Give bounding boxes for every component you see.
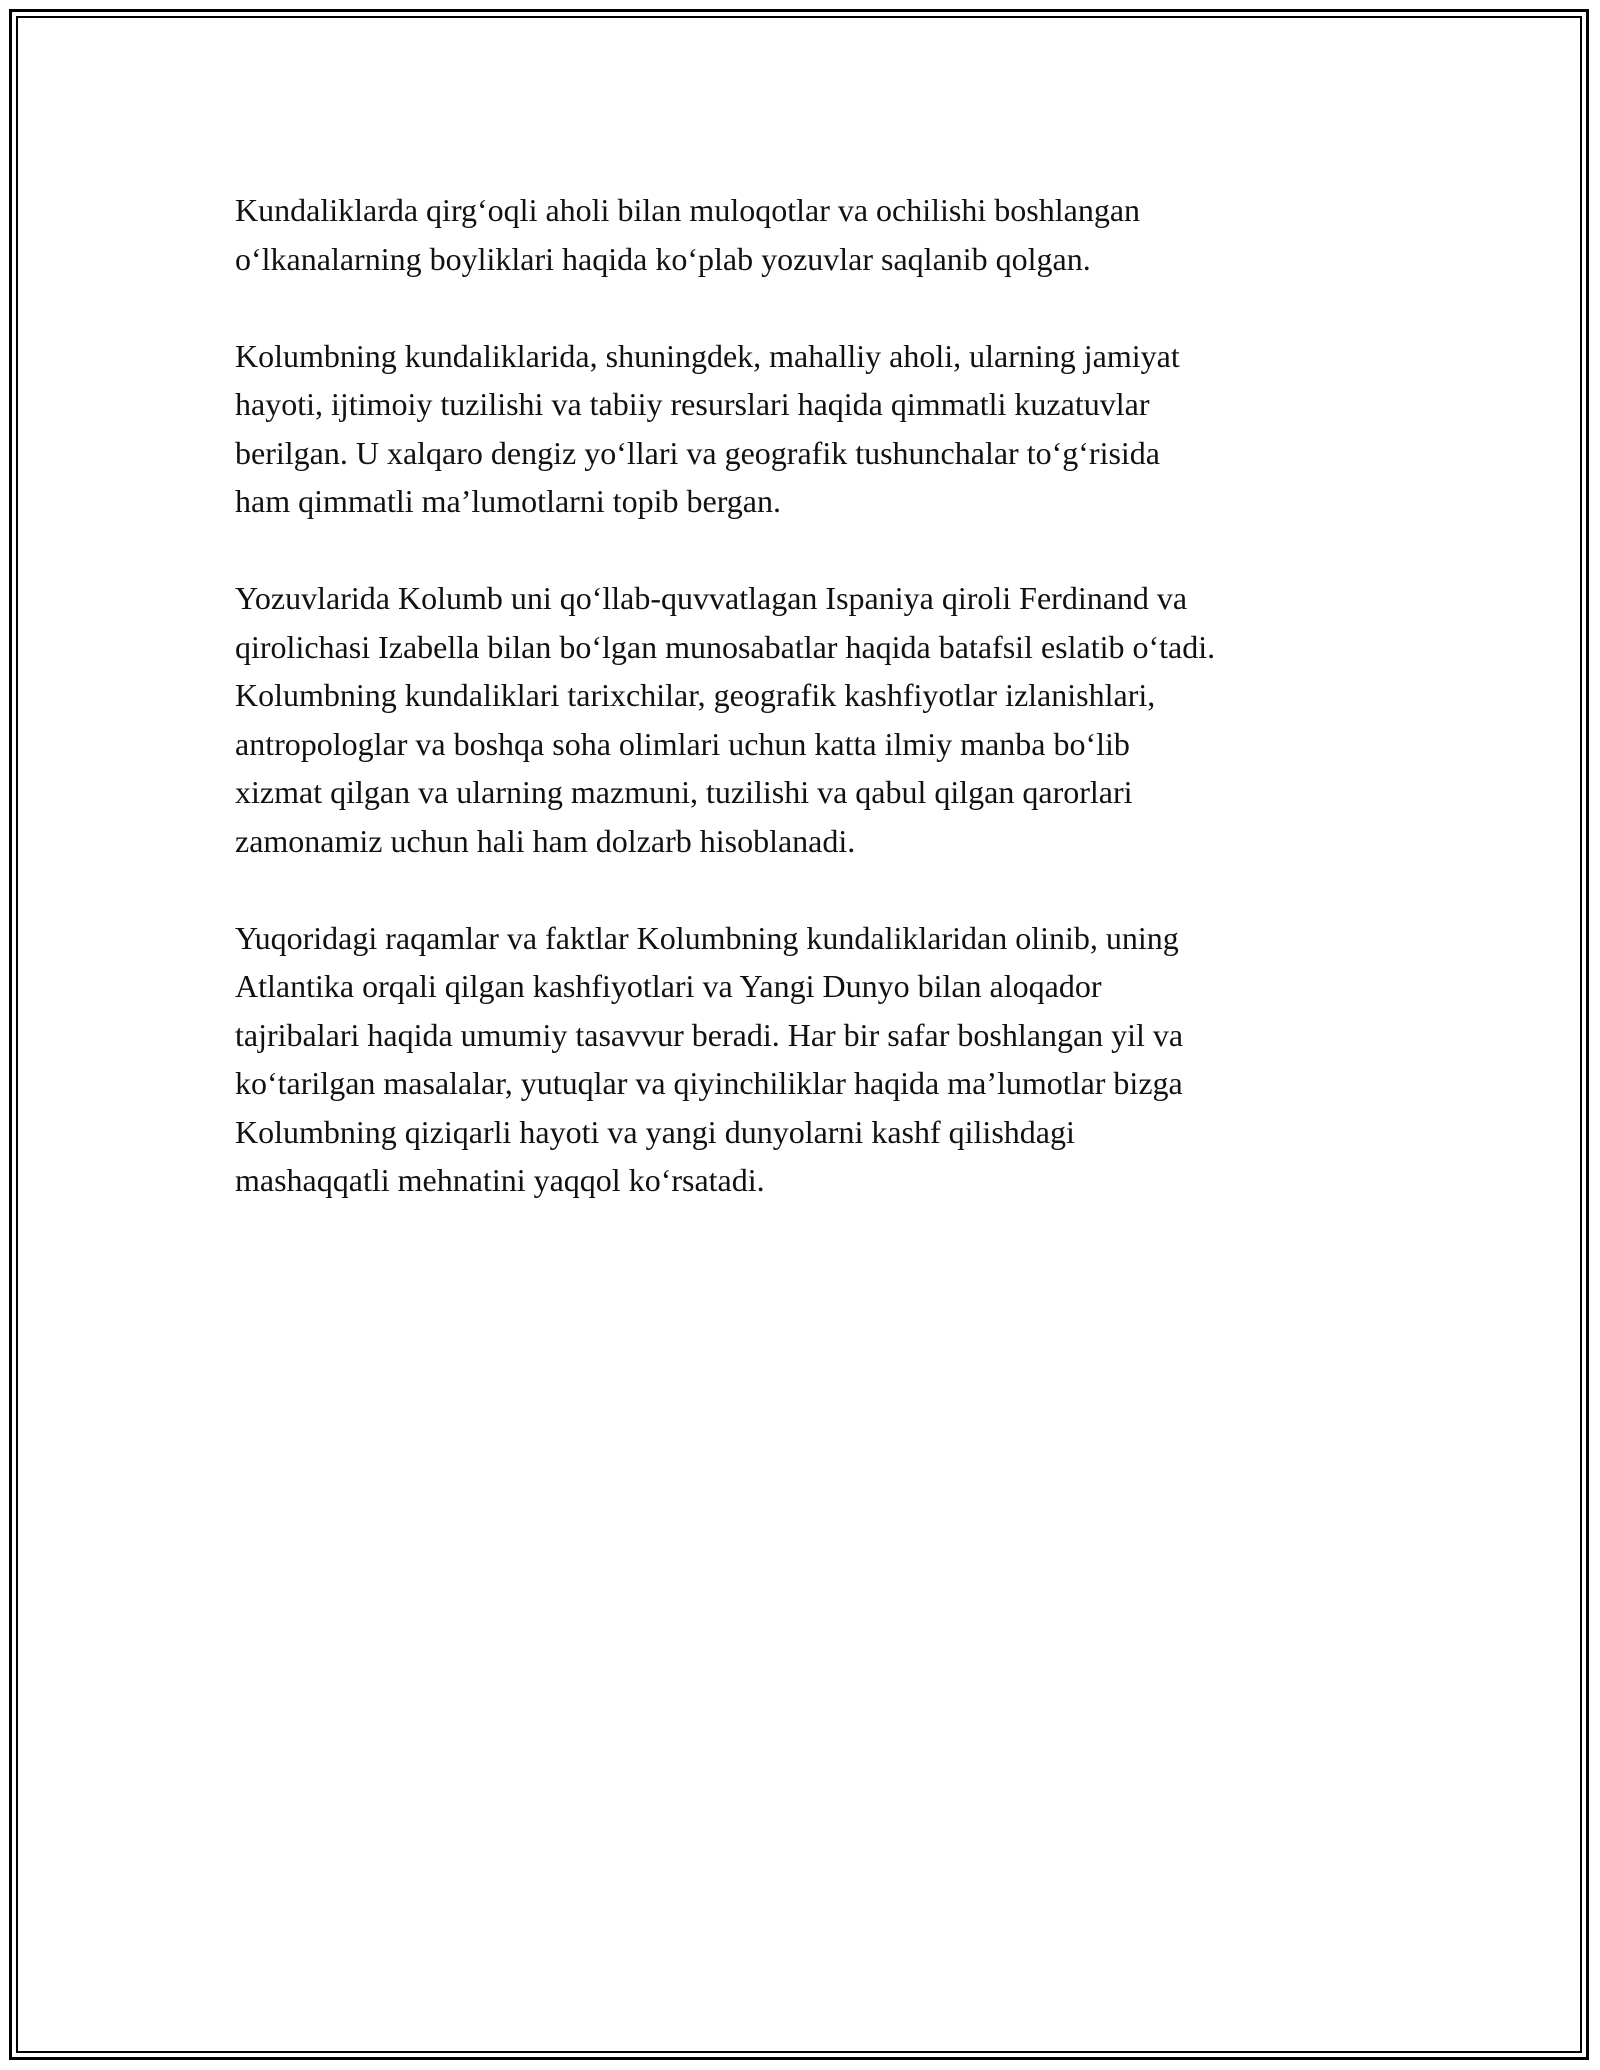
text-line: ko‘tarilgan masalalar, yutuqlar va qiyinchiliklar haqida ma’lumotlar bizga <box>235 1065 1183 1101</box>
text-line: o‘lkanalarning boyliklari haqida ko‘plab yozuvlar saqlanib qolgan. <box>235 240 1091 277</box>
text-line: berilgan. U xalqaro dengiz yo‘llari va geografik tushunchalar to‘g‘risida <box>235 434 1160 471</box>
text-line: mashaqqatli mehnatini yaqqol ko‘rsatadi. <box>235 1162 765 1198</box>
paragraph-4 <box>235 914 1405 1205</box>
text-line: antropologlar va boshqa soha olimlari uchun katta ilmiy manba bo‘lib <box>235 725 1130 762</box>
text-line: qirolichasi Izabella bilan bo‘lgan munosabatlar haqida batafsil eslatib o‘tadi. <box>235 628 1216 665</box>
paragraph-2 <box>235 332 1405 526</box>
text-line: Kolumbning qiziqarli hayoti va yangi dunyolarni kashf qilishdagi <box>235 1113 1075 1150</box>
paragraph-1 <box>235 186 1405 283</box>
text-line: Kundaliklarda qirg‘oqli aholi bilan muloqotlar va ochilishi boshlangan <box>235 192 1141 228</box>
text-line: Yuqoridagi raqamlar va faktlar Kolumbning kundaliklaridan olinib, uning <box>235 919 1179 956</box>
text-line: xizmat qilgan va ularning mazmuni, tuzilishi va qabul qilgan qarorlari <box>235 774 1133 810</box>
document-body <box>235 186 1405 1253</box>
text-line: Kolumbning kundaliklarida, shuningdek, mahalliy aholi, ularning jamiyat <box>235 337 1180 374</box>
text-line: tajribalari haqida umumiy tasavvur beradi. Har bir safar boshlangan yil va <box>235 1016 1184 1053</box>
text-line: Atlantika orqali qilgan kashfiyotlari va Yangi Dunyo bilan aloqador <box>235 968 1102 1004</box>
text-line: ham qimmatli ma’lumotlarni topib bergan. <box>235 483 781 519</box>
text-line: zamonamiz uchun hali ham dolzarb hisoblanadi. <box>235 822 856 859</box>
text-line: Kolumbning kundaliklari tarixchilar, geografik kashfiyotlar izlanishlari, <box>235 677 1156 713</box>
paragraph-3 <box>235 574 1405 865</box>
text-line: hayoti, ijtimoiy tuzilishi va tabiiy resurslari haqida qimmatli kuzatuvlar <box>235 386 1150 422</box>
text-line: Yozuvlarida Kolumb uni qo‘llab-quvvatlagan Ispaniya qiroli Ferdinand va <box>235 580 1188 616</box>
